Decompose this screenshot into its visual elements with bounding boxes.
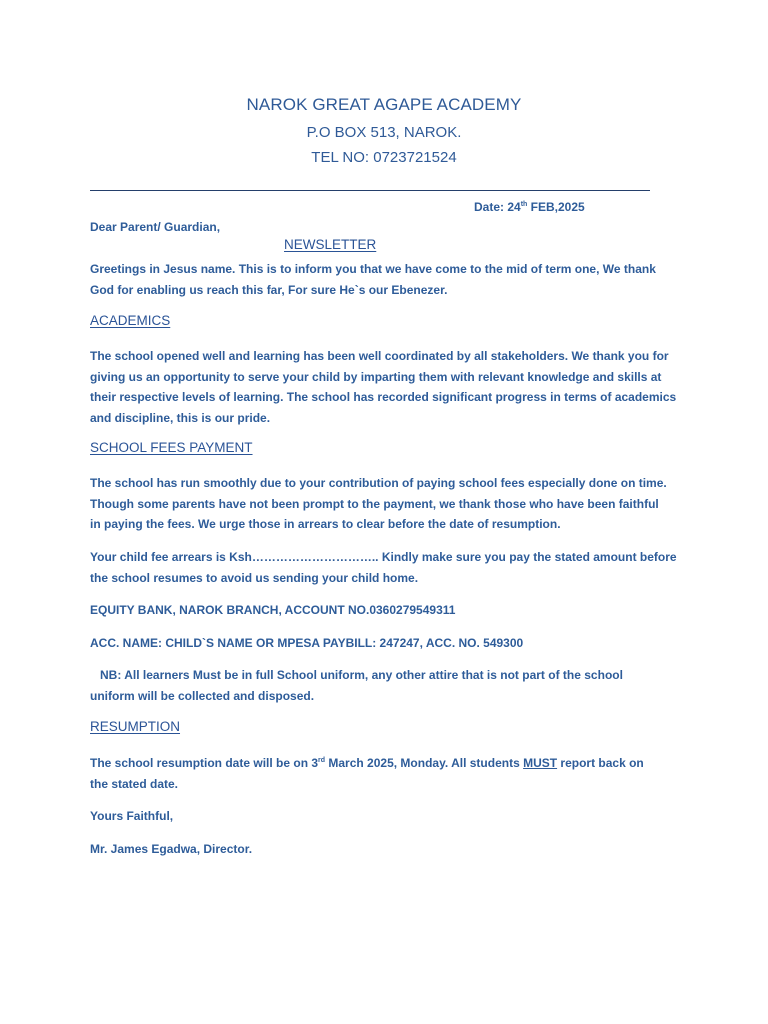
- resumption-superscript: rd: [318, 757, 326, 764]
- closing: Yours Faithful,: [90, 809, 174, 823]
- school-address: P.O BOX 513, NAROK.: [306, 124, 462, 141]
- academics-line: their respective levels of learning. The school has recorded significant progress in terms of academics: [90, 390, 677, 404]
- fees-paragraph: [90, 473, 667, 535]
- resumption-paragraph: [90, 753, 644, 794]
- signature: Mr. James Egadwa, Director.: [90, 842, 253, 856]
- salutation: Dear Parent/ Guardian,: [90, 220, 221, 234]
- arrears-line: the school resumes to avoid us sending your child home.: [90, 570, 419, 585]
- resumption-text: report back on: [557, 756, 644, 770]
- resumption-text: The school resumption date will be on 3: [90, 756, 319, 770]
- arrears-paragraph: [90, 547, 677, 588]
- school-name: NAROK GREAT AGAPE ACADEMY: [246, 95, 522, 114]
- date-prefix: Date: 24: [474, 200, 521, 214]
- letterhead-divider: [90, 190, 650, 191]
- uniform-note: [90, 665, 623, 706]
- uniform-note-line: NB: All learners Must be in full School uniform, any other attire that is not part of the school: [100, 668, 623, 682]
- letter-date: [474, 200, 585, 214]
- greeting-line: Greetings in Jesus name. This is to inform you that we have come to the mid of term one, We thank: [90, 262, 656, 276]
- academics-line: giving us an opportunity to serve your child by imparting them with relevant knowledge and skills at: [90, 369, 662, 384]
- fees-line: The school has run smoothly due to your contribution of paying school fees especially done on time.: [90, 476, 667, 490]
- bank-details: EQUITY BANK, NAROK BRANCH, ACCOUNT NO.0360279549311: [90, 603, 456, 617]
- date-suffix: FEB,2025: [527, 200, 585, 214]
- newsletter-heading: NEWSLETTER: [284, 237, 377, 252]
- academics-paragraph: [90, 346, 676, 428]
- fees-heading: SCHOOL FEES PAYMENT: [90, 440, 253, 455]
- arrears-line: Your child fee arrears is Ksh………………………….. Kindly make sure you pay the stated amount before: [90, 550, 677, 564]
- must-emphasis: MUST: [523, 756, 558, 770]
- resumption-heading: RESUMPTION: [90, 719, 181, 734]
- resumption-line: the stated date.: [90, 776, 179, 791]
- greeting-paragraph: [90, 259, 656, 300]
- account-name: ACC. NAME: CHILD`S NAME OR MPESA PAYBILL: 247247, ACC. NO. 549300: [90, 636, 524, 650]
- resumption-line: [90, 753, 644, 774]
- fees-line: in paying the fees. We urge those in arrears to clear before the date of resumption.: [90, 517, 561, 531]
- greeting-line: God for enabling us reach this far, For sure He`s our Ebenezer.: [90, 282, 448, 297]
- date-superscript: th: [520, 201, 528, 208]
- academics-heading: ACADEMICS: [90, 313, 171, 328]
- academics-line: and discipline, this is our pride.: [90, 410, 271, 425]
- fees-line: Though some parents have not been prompt to the payment, we thank those who have been faithful: [90, 496, 659, 511]
- uniform-note-line: uniform will be collected and disposed.: [90, 688, 315, 703]
- resumption-text: March 2025, Monday. All students: [325, 756, 524, 770]
- school-telephone: TEL NO: 0723721524: [311, 149, 457, 166]
- academics-line: The school opened well and learning has been well coordinated by all stakeholders. We thank you for: [90, 349, 669, 363]
